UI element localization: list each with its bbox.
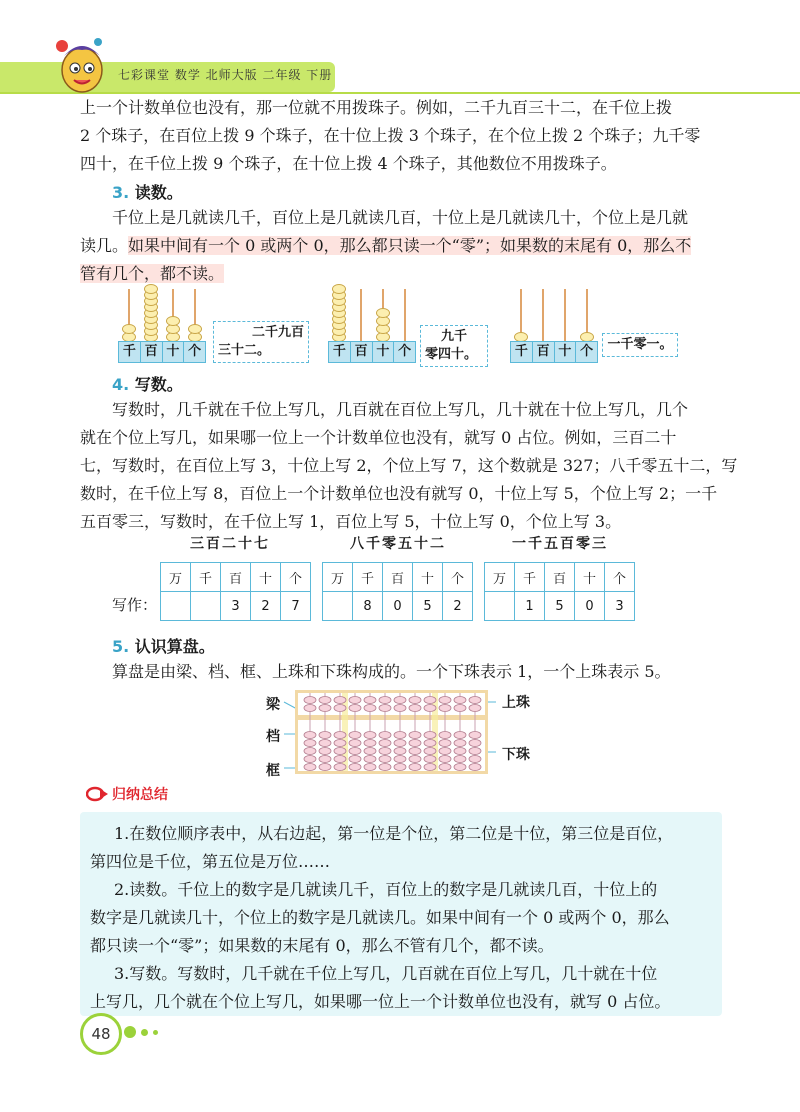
abacus-1001: [510, 285, 598, 367]
reading-1-line-1: 二千九百: [251, 325, 304, 340]
header-text: 七彩课堂 数学 北师大版 二年级 下册: [118, 68, 333, 82]
table-header: 万: [161, 563, 191, 592]
table-header: 百: [221, 563, 251, 592]
page-number: 48: [80, 1013, 122, 1055]
place-tens: 十: [373, 342, 395, 362]
summary-line-2: 第四位是千位，第五位是万位……: [90, 852, 331, 871]
summary-line-3: 2.读数。千位上的数字是几就读几千，百位上的数字是几就读几百，十位上的: [114, 880, 658, 899]
abacus-2932: [118, 285, 206, 367]
table-cell: [191, 592, 221, 621]
section-4-line-3: 七，写数时，在百位上写 3，十位上写 2，个位上写 7，这个数就是 327；八千零五十二，写: [80, 456, 738, 475]
abacus-rod: [360, 289, 362, 341]
write-table-3-title: 一千五百零三: [512, 536, 608, 552]
abacus-9040: [328, 285, 416, 367]
decor-dot: [153, 1030, 158, 1035]
write-label: 写作：: [112, 596, 158, 614]
decor-dot: [141, 1029, 148, 1036]
table-cell: 5: [545, 592, 575, 621]
abacus-bead: [166, 316, 180, 326]
reading-box-2: [420, 325, 488, 367]
write-table-3: [484, 562, 635, 621]
section-3-line-1: 千位上是几就读几千，百位上是几就读几百，十位上是几就读几十，个位上是几就: [112, 208, 689, 227]
abacus-bead: [144, 284, 158, 294]
table-cell: 5: [413, 592, 443, 621]
abacus-rod: [542, 289, 544, 341]
label-upper-bead: 上珠: [502, 695, 530, 711]
table-header: 百: [545, 563, 575, 592]
abacus-bead: [332, 284, 346, 294]
intro-line-2: 2 个珠子，在百位上拨 9 个珠子，在十位上拨 3 个珠子，在个位上拨 2 个珠子；九千零: [80, 126, 701, 145]
table-header: 十: [413, 563, 443, 592]
label-rod: 档: [266, 729, 280, 745]
abacus-examples: [118, 285, 688, 367]
label-lower-bead: 下珠: [502, 747, 530, 763]
suanpan-beam: [298, 715, 485, 720]
reading-2-line-2: 零四十。: [425, 347, 478, 362]
write-table-1-title: 三百二十七: [190, 536, 270, 552]
table-header: 十: [251, 563, 281, 592]
section-4-line-5: 五百零三，写数时，在千位上写 1，百位上写 5，十位上写 0，个位上写 3。: [80, 512, 622, 531]
label-beam: 梁: [266, 697, 280, 713]
suanpan-drawing: [298, 693, 485, 771]
section-4-line-1: 写数时，几千就在千位上写几，几百就在百位上写几，几十就在十位上写几，几个: [112, 400, 689, 419]
summary-arrow-icon: [86, 786, 110, 802]
reading-box-1: [213, 321, 309, 363]
table-cell: [323, 592, 353, 621]
section-3-title: 读数。: [134, 183, 183, 202]
table-cell: [161, 592, 191, 621]
section-4-line-2: 就在个位上写几，如果哪一位上一个计数单位也没有，就写 0 占位。例如，三百二十: [80, 428, 677, 447]
reading-1-line-2: 三十二。: [218, 343, 271, 358]
place-ones: 个: [398, 344, 412, 359]
table-header: 万: [485, 563, 515, 592]
summary-heading: 归纳总结: [112, 787, 168, 803]
intro-line-1: 上一个计数单位也没有，那一位就不用拨珠子。例如，二千九百三十二，在千位上拨: [80, 98, 673, 117]
table-header: 万: [323, 563, 353, 592]
place-hundreds: 百: [141, 342, 163, 362]
section-3-number: 3.: [112, 183, 130, 202]
decor-dot: [124, 1026, 136, 1038]
summary-line-4: 数字是几就读几十，个位上的数字是几就读几。如果中间有一个 0 或两个 0，那么: [90, 908, 670, 927]
table-cell: 8: [353, 592, 383, 621]
summary-line-5: 都只读一个“零”；如果数的末尾有 0，那么不管有几个，都不读。: [90, 936, 554, 955]
summary-box: [80, 812, 722, 1016]
table-header: 个: [443, 563, 473, 592]
section-5-line: 算盘是由梁、档、框、上珠和下珠构成的。一个下珠表示 1，一个上珠表示 5。: [112, 662, 671, 681]
place-thousands: 千: [329, 342, 351, 362]
table-header: 千: [515, 563, 545, 592]
place-labels: [510, 341, 598, 363]
place-hundreds: 百: [351, 342, 373, 362]
table-cell: [485, 592, 515, 621]
summary-line-7: 上写几，几个就在个位上写几，如果哪一位上一个计数单位也没有，就写 0 占位。: [90, 992, 671, 1011]
write-table-2: [322, 562, 473, 621]
place-thousands: 千: [119, 342, 141, 362]
abacus-rod: [404, 289, 406, 341]
table-cell: 1: [515, 592, 545, 621]
section-5-heading: [112, 634, 215, 657]
place-labels: [118, 341, 206, 363]
table-cell: 3: [221, 592, 251, 621]
table-header: 个: [605, 563, 635, 592]
abacus-bead: [122, 324, 136, 334]
intro-line-3: 四十，在千位上拨 9 个珠子，在十位上拨 4 个珠子，其他数位不用拨珠子。: [80, 154, 617, 173]
table-cell: 0: [575, 592, 605, 621]
suanpan-lower-beads: [304, 732, 481, 771]
place-thousands: 千: [511, 342, 533, 362]
section-3-line-2: [80, 232, 691, 260]
table-header: 百: [383, 563, 413, 592]
table-header: 千: [191, 563, 221, 592]
section-5-title: 认识算盘。: [134, 637, 215, 656]
write-table-1: [160, 562, 311, 621]
reading-box-3: [602, 333, 678, 357]
place-ones: 个: [580, 344, 594, 359]
reading-2-line-1: 九千: [440, 329, 467, 344]
suanpan-upper-beads: [304, 697, 481, 712]
table-cell: 0: [383, 592, 413, 621]
mascot-icon: [52, 34, 110, 96]
section-3-line-2-highlight: 如果中间有一个 0 或两个 0，那么都只读一个“零”；如果数的末尾有 0，那么不: [128, 236, 692, 255]
summary-line-1: 1.在数位顺序表中，从右边起，第一位是个位，第二位是十位，第三位是百位，: [114, 824, 674, 843]
section-4-line-4: 数时，在千位上写 8，百位上一个计数单位也没有就写 0，十位上写 5，个位上写 2；一千: [80, 484, 718, 503]
section-3-line-3-highlight: 管有几个，都不读。: [80, 264, 225, 283]
summary-line-6: 3.写数。写数时，几千就在千位上写几，几百就在百位上写几，几十就在十位: [114, 964, 658, 983]
place-tens: 十: [163, 342, 185, 362]
table-header: 千: [353, 563, 383, 592]
section-3-heading: [112, 180, 183, 203]
section-4-title: 写数。: [134, 375, 183, 394]
place-tens: 十: [555, 342, 577, 362]
section-4-heading: [112, 372, 183, 395]
table-cell: 2: [443, 592, 473, 621]
place-labels: [328, 341, 416, 363]
table-cell: 2: [251, 592, 281, 621]
table-header: 个: [281, 563, 311, 592]
abacus-rod: [564, 289, 566, 341]
table-cell: 7: [281, 592, 311, 621]
abacus-bead: [376, 308, 390, 318]
suanpan: [295, 690, 488, 774]
label-frame: 框: [266, 763, 280, 779]
reading-3-line-1: 一千零一。: [607, 337, 673, 352]
abacus-bead: [188, 324, 202, 334]
table-cell: 3: [605, 592, 635, 621]
table-header: 十: [575, 563, 605, 592]
section-3-line-2-plain: 读几。: [80, 236, 129, 255]
place-hundreds: 百: [533, 342, 555, 362]
write-table-2-title: 八千零五十二: [350, 536, 446, 552]
section-5-number: 5.: [112, 637, 130, 656]
section-4-number: 4.: [112, 375, 130, 394]
place-ones: 个: [188, 344, 202, 359]
